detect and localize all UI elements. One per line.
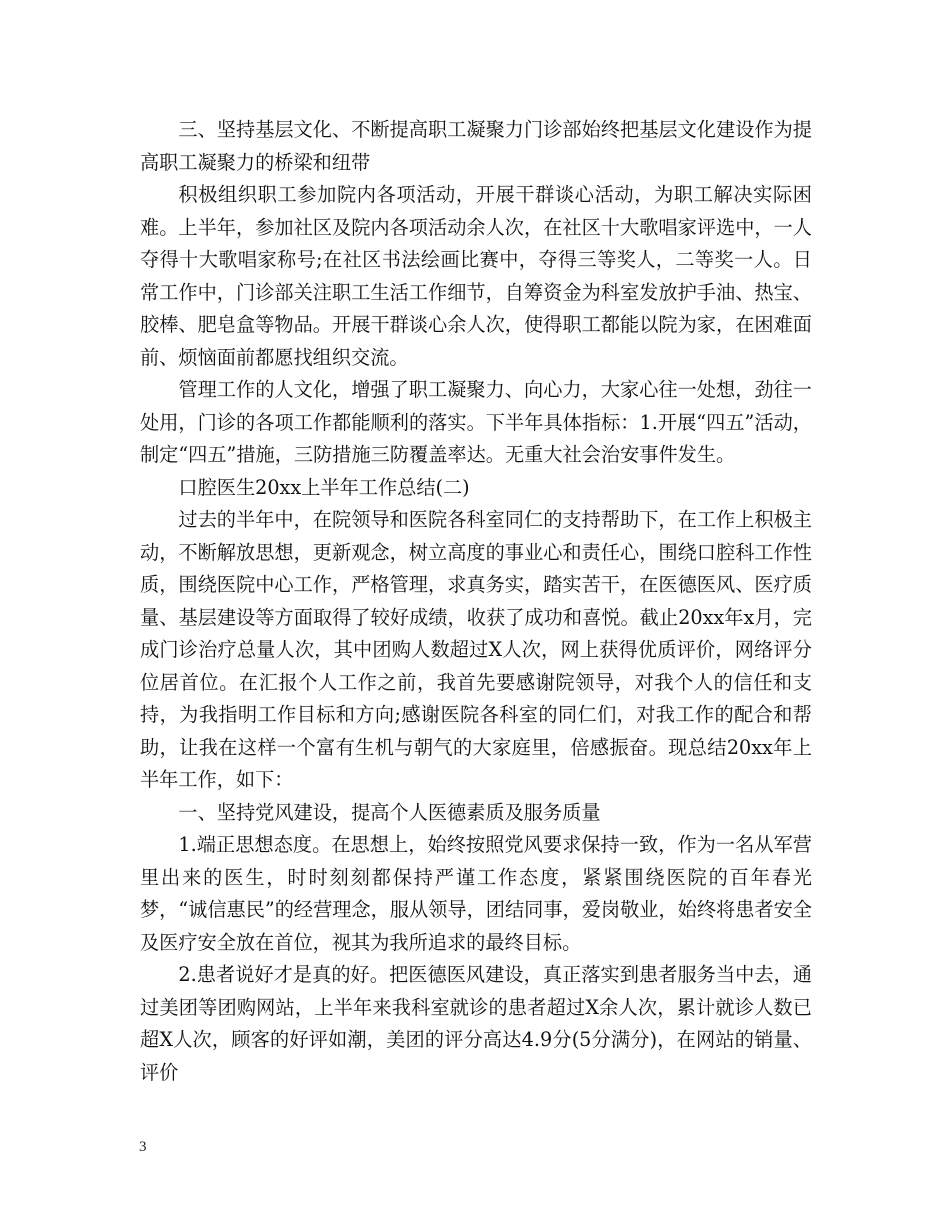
- section-heading-one: 一、坚持党风建设，提高个人医德素质及服务质量: [178, 800, 601, 824]
- section-heading-three: 三、坚持基层文化、不断提高职工凝聚力门诊部始终把基层文化建设作为提高职工凝聚力的桥梁和纽带: [140, 118, 812, 174]
- page-number: 3: [139, 1139, 147, 1155]
- paragraph-management-culture: 管理工作的人文化，增强了职工凝聚力、向心力，大家心往一处想，劲往一处用，门诊的各项工作都能顺利的落实。下半年具体指标：1.开展“四五”活动，制定“四五”措施，三防措施三防覆盖率达。无重大社会治安事件发生。: [140, 378, 812, 466]
- paragraph-item-one: 1.端正思想态度。在思想上，始终按照党风要求保持一致，作为一名从军营里出来的医生，时时刻刻都保持严谨工作态度，紧紧围绕医院的百年春光梦，“诚信惠民”的经营理念，服从领导，团结同事，爱岗敬业，始终将患者安全及医疗安全放在首位，视其为我所追求的最终目标。: [140, 833, 812, 954]
- paragraph-staff-activities: 积极组织职工参加院内各项活动，开展干群谈心活动，为职工解决实际困难。上半年，参加社区及院内各项活动余人次，在社区十大歌唱家评选中，一人夺得十大歌唱家称号;在社区书法绘画比赛中，夺得三等奖人，二等奖一人。日常工作中，门诊部关注职工生活工作细节，自筹资金为科室发放护手油、热宝、胶棒、肥皂盒等物品。开展干群谈心余人次，使得职工都能以院为家，在困难面前、烦恼面前都愿找组织交流。: [140, 183, 812, 369]
- paragraph-item-two: 2.患者说好才是真的好。把医德医风建设，真正落实到患者服务当中去，通过美团等团购网站，上半年来我科室就诊的患者超过X余人次，累计就诊人数已超X人次，顾客的好评如潮，美团的评分高达4.9分(5分满分)，在网站的销量、评价: [140, 963, 812, 1084]
- subtitle-summary-two: 口腔医生20xx上半年工作总结(二): [178, 475, 470, 499]
- document-body: [140, 114, 812, 1089]
- paragraph-past-half-year: 过去的半年中，在院领导和医院各科室同仁的支持帮助下，在工作上积极主动，不断解放思想，更新观念，树立高度的事业心和责任心，围绕口腔科工作性质，围绕医院中心工作，严格管理，求真务实，踏实苦干，在医德医风、医疗质量、基层建设等方面取得了较好成绩，收获了成功和喜悦。截止20xx年x月，完成门诊治疗总量人次，其中团购人数超过X人次，网上获得优质评价，网络评分位居首位。在汇报个人工作之前，我首先要感谢院领导，对我个人的信任和支持，为我指明工作目标和方向;感谢医院各科室的同仁们，对我工作的配合和帮助，让我在这样一个富有生机与朝气的大家庭里，倍感振奋。现总结20xx年上半年工作，如下：: [140, 508, 812, 791]
